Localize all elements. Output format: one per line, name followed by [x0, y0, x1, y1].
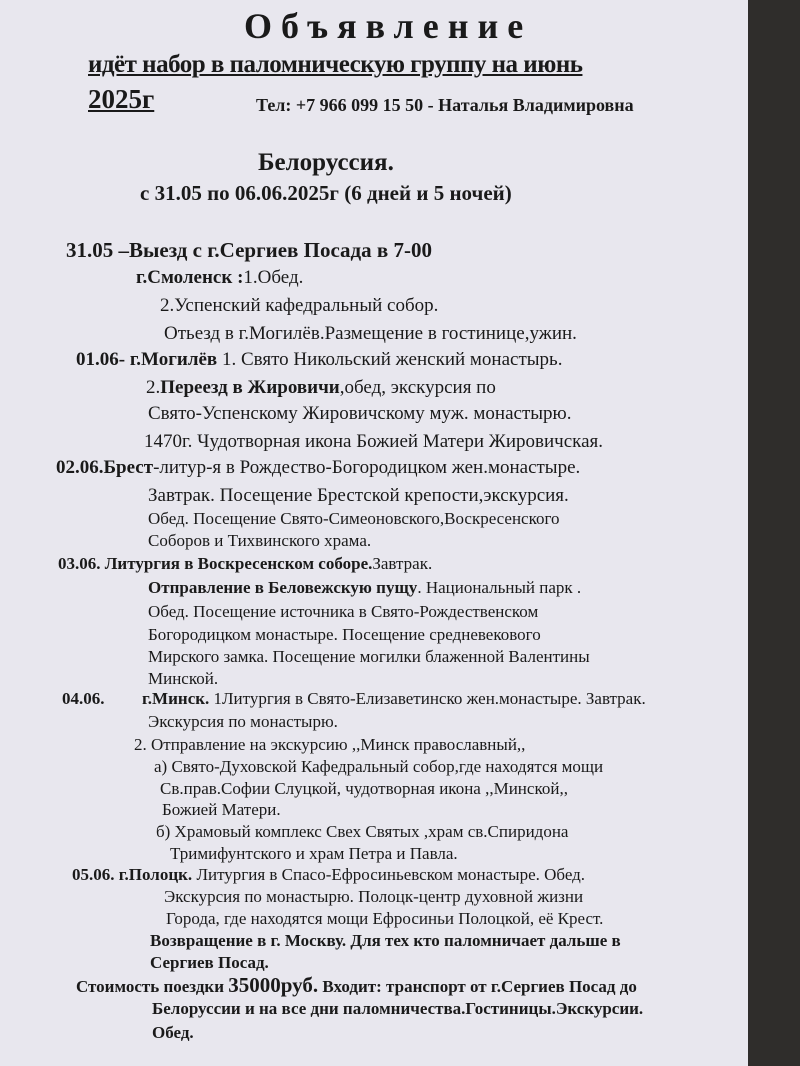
day-0306-line-4: Богородицком монастыре. Посещение средневекового — [148, 625, 541, 644]
day-0106-line-2: 2.Переезд в Жировичи,обед, экскурсия по — [146, 377, 496, 398]
day-0506-line-4: Возвращение в г. Москву. Для тех кто паломничает дальше в — [150, 931, 621, 950]
day-0406-line-4: а) Свято-Духовской Кафедральный собор,где находятся мощи — [154, 757, 604, 776]
announcement-subtitle: идёт набор в паломническую группу на июнь — [88, 51, 583, 78]
day-0406-line-1: г.Минск. 1Литургия в Свято-Елизаветинско жен.монастыре. Завтрак. — [142, 689, 646, 708]
announcement-year: 2025г — [88, 84, 155, 114]
contact-phone: Тел: +7 966 099 15 50 - Наталья Владимировна — [256, 95, 634, 115]
day-0106-line-1: 01.06- г.Могилёв 1. Свято Никольский женский монастырь. — [76, 349, 563, 370]
day-0506-line-2: Экскурсия по монастырю. Полоцк-центр духовной жизни — [164, 887, 584, 906]
day-0206-line-1: 02.06.Брест-литур-я в Рождество-Богородицком жен.монастыре. — [56, 457, 581, 478]
day-0406-line-2: Экскурсия по монастырю. — [148, 712, 338, 731]
day-0406-line-6: Божией Матери. — [162, 800, 281, 819]
day-0406-line-7: б) Храмовый комплекс Свех Святых ,храм св.Спиридона — [156, 822, 569, 841]
destination-title: Белоруссия. — [258, 149, 394, 176]
cost-line-2: Белоруссии и на все дни паломничества.Гостиницы.Экскурсии. — [152, 999, 644, 1018]
day-0531-line-4: Отьезд в г.Могилёв.Размещение в гостинице,ужин. — [164, 323, 577, 344]
day-0306-line-6: Минской. — [148, 669, 219, 688]
day-0506-line-3: Города, где находятся мощи Ефросиньи Полоцкой, её Крест. — [166, 909, 604, 928]
day-0531-line-2: г.Смоленск :1.Обед. — [136, 267, 304, 288]
day-0406-line-3: 2. Отправление на экскурсию ,,Минск православный,, — [134, 735, 526, 754]
day-0106-line-3: Свято-Успенскому Жировичскому муж. монастырю. — [148, 403, 572, 424]
day-0406-date: 04.06. — [62, 689, 105, 708]
trip-dates: с 31.05 по 06.06.2025г (6 дней и 5 ночей) — [140, 181, 512, 205]
day-0506-line-1: 05.06. г.Полоцк. Литургия в Спасо-Ефросиньевском монастыре. Обед. — [72, 865, 586, 884]
day-0106-line-4: 1470г. Чудотворная икона Божией Матери Жировичская. — [144, 431, 603, 452]
announcement-title: Объявление — [244, 6, 533, 46]
day-0306-line-1: 03.06. Литургия в Воскресенском соборе.Завтрак. — [58, 554, 433, 573]
day-0206-line-2: Завтрак. Посещение Брестской крепости,экскурсия. — [148, 485, 569, 506]
cost-line-3: Обед. — [152, 1023, 194, 1042]
day-0206-line-4: Соборов и Тихвинского храма. — [148, 531, 372, 550]
day-0406-line-8: Тримифунтского и храм Петра и Павла. — [170, 844, 458, 863]
day-0306-line-3: Обед. Посещение источника в Свято-Рождественском — [148, 602, 539, 621]
cost-line-1: Стоимость поездки 35000руб. Входит: транспорт от г.Сергиев Посад до — [76, 973, 637, 997]
day-0306-line-5: Мирского замка. Посещение могилки блаженной Валентины — [148, 647, 590, 666]
day-0306-line-2: Отправление в Беловежскую пущу. Национальный парк . — [148, 578, 582, 597]
day-0531-line-1: 31.05 –Выезд с г.Сергиев Посада в 7-00 — [66, 238, 432, 262]
day-0206-line-3: Обед. Посещение Свято-Симеоновского,Воскресенского — [148, 509, 560, 528]
day-0531-line-3: 2.Успенский кафедральный собор. — [160, 295, 439, 316]
day-0506-line-5: Сергиев Посад. — [150, 953, 269, 972]
day-0406-line-5: Св.прав.Софии Слуцкой, чудотворная икона ,,Минской,, — [160, 779, 568, 798]
